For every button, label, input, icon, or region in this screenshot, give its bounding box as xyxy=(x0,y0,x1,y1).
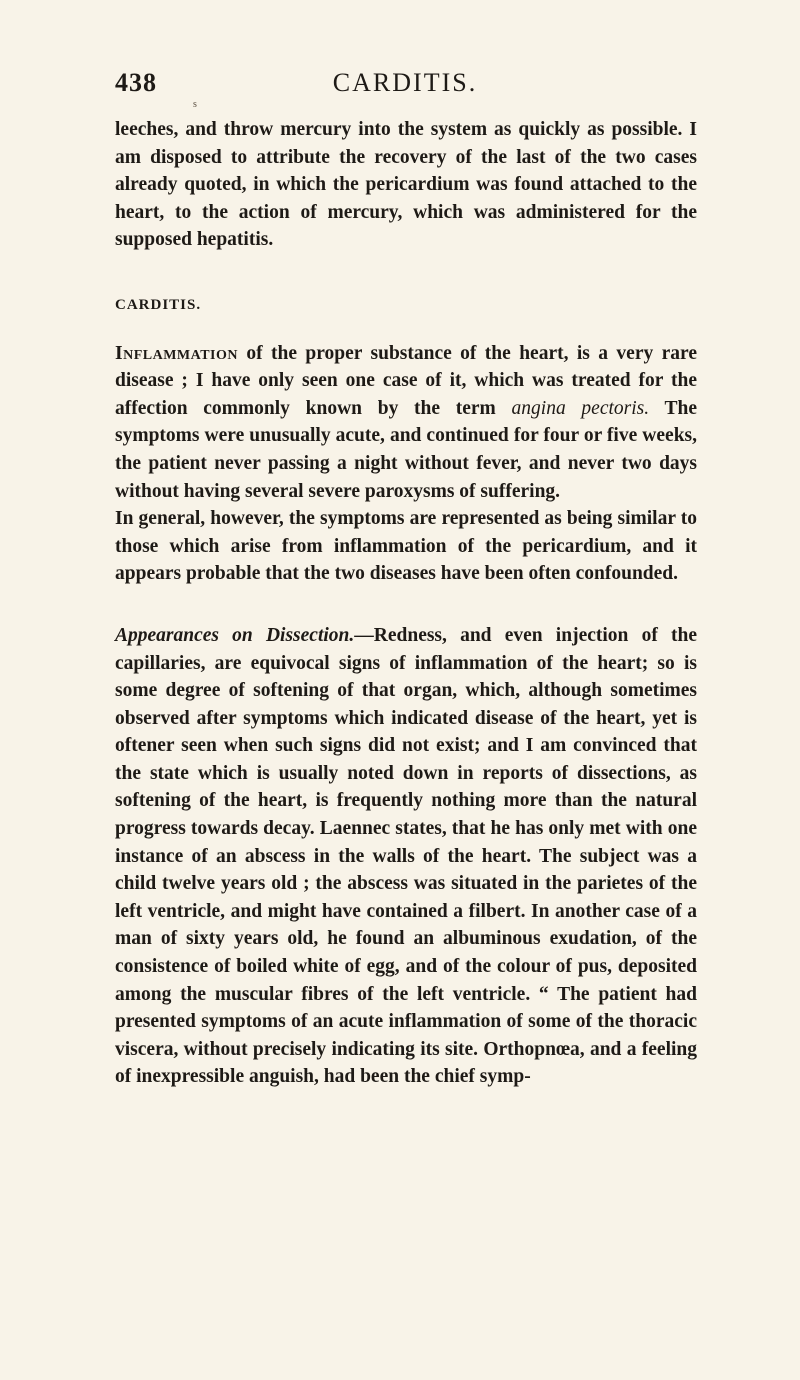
section-heading: CARDITIS. xyxy=(115,296,202,313)
paragraph-3: In general, however, the symptoms are represented as being similar to those which arise from inflammation of the pericardium, and it appears probable that the two diseases have been often confounded. xyxy=(115,508,697,585)
ink-speck: s xyxy=(193,99,197,110)
paragraph-2 xyxy=(115,340,697,506)
paragraph-4 xyxy=(115,622,697,1091)
paragraph-2-text-b: The symptoms were unusually acute, and continued for four or five weeks, the patient never passing a night without fever, and never two days without having several severe paroxysms of suffering. xyxy=(115,397,697,502)
body-text xyxy=(115,116,697,1091)
paragraph-2-text-a: of the proper substance of the heart, is a very rare disease ; I have only seen one case of it, which was treated for the affection commonly known by the term xyxy=(115,342,697,419)
paragraph-2-lead: Inflammation xyxy=(115,342,238,364)
paragraph-4-heading: Appearances on Dissection. xyxy=(115,624,355,646)
page-number: 438 xyxy=(115,68,157,97)
paragraph-4-text: —Redness, and even injection of the capillaries, are equivocal signs of inflammation of the heart; so is some degree of softening of that organ, which, although sometimes observed after symptoms which indicated disease of the heart, yet is oftener seen when such signs did not exist; and I am convinced that the state which is usually noted down in reports of dissections, as softening of the heart, is frequently nothing more than the natural progress towards decay. Laennec states, that he has only met with one instance of an abscess in the walls of the heart. The subject was a child twelve years old ; the abscess was situated in the parietes of the left ventricle, and might have contained a filbert. In another case of a man of sixty years old, he found an albuminous exudation, of the consistence of boiled white of egg, and of the colour of pus, deposited among the muscular fibres of the left ventricle. “ The patient had presented symptoms of an acute inflammation of some of the thoracic viscera, without precisely indicating its site. Orthopnœa, and a feeling of inexpressible anguish, had been the chief symp- xyxy=(115,624,697,1088)
paragraph-2-term: angina pectoris. xyxy=(511,397,650,419)
running-head: CARDITIS. xyxy=(332,68,478,97)
paragraph-1: leeches, and throw mercury into the system as quickly as possible. I am disposed to attribute the recovery of the last of the two cases already quoted, in which the pericardium was found attached to the heart, to the action of mercury, which was administered for the supposed hepatitis. xyxy=(115,119,697,251)
page-header xyxy=(115,68,695,104)
